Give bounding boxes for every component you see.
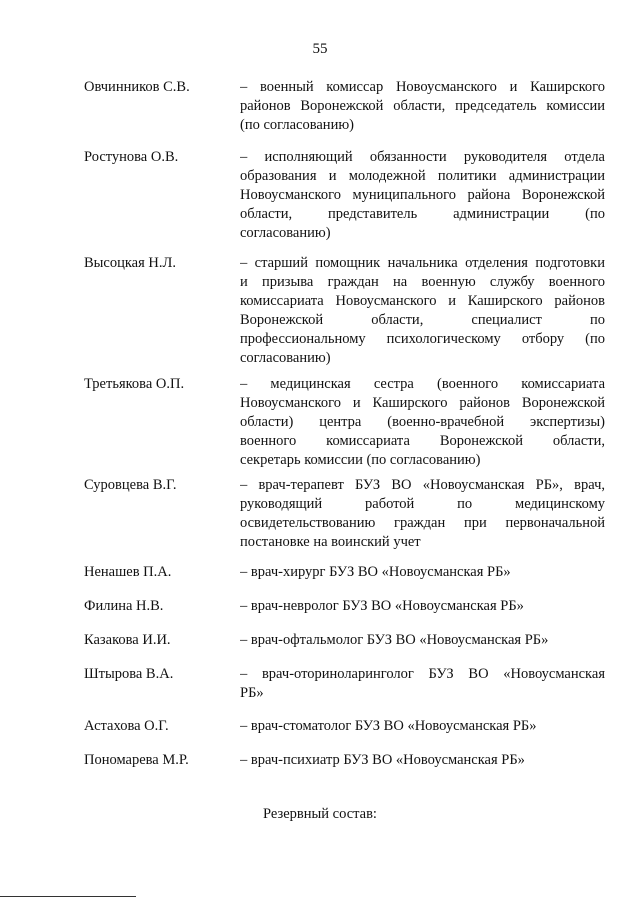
description-line: – военный комиссар Новоусманского и Каширского [240, 79, 605, 95]
member-description [240, 563, 605, 582]
description-line: постановке на воинский учет [240, 534, 421, 550]
member-description [240, 665, 605, 703]
member-description [240, 476, 605, 552]
description-line: (по согласованию) [240, 117, 354, 133]
description-line: области) центра (военно-врачебной экспертизы) [240, 414, 605, 430]
description-line: – врач-терапевт БУЗ ВО «Новоусманская РБ», врач, [240, 477, 605, 493]
member-name: Ростунова О.В. [84, 149, 179, 165]
description-line: руководящий работой по медицинскому [240, 496, 605, 512]
description-line: – старший помощник начальника отделения подготовки [240, 255, 605, 271]
description-line: – врач-оториноларинголог БУЗ ВО «Новоусманская [240, 666, 605, 682]
description-line: комиссариата Новоусманского и Каширского районов [240, 293, 605, 309]
description-line: военного комиссариата Воронежской области, [240, 433, 605, 449]
member-description [240, 751, 605, 770]
description-line: Воронежской области, специалист по [240, 312, 605, 328]
member-name: Казакова И.И. [84, 632, 171, 648]
member-description [240, 717, 605, 736]
description-line: освидетельствованию граждан при первоначальной [240, 515, 605, 531]
member-name: Суровцева В.Г. [84, 477, 177, 493]
description-line: Новоусманского муниципального района Воронежской [240, 187, 605, 203]
footnote-divider [0, 896, 136, 897]
description-line: Новоусманского и Каширского районов Воронежской [240, 395, 605, 411]
member-name: Ненашев П.А. [84, 564, 172, 580]
member-name: Штырова В.А. [84, 666, 174, 682]
description-line: профессиональному психологическому отбору (по [240, 331, 605, 347]
description-line: и призыва граждан на военную службу военного [240, 274, 605, 290]
member-description [240, 78, 605, 135]
description-line: – врач-хирург БУЗ ВО «Новоусманская РБ» [240, 564, 511, 580]
description-line: РБ» [240, 685, 264, 701]
description-line: образования и молодежной политики администрации [240, 168, 605, 184]
page-number: 55 [312, 41, 328, 57]
description-line: согласованию) [240, 350, 331, 366]
description-line: согласованию) [240, 225, 331, 241]
member-name: Пономарева М.Р. [84, 752, 189, 768]
member-name: Третьякова О.П. [84, 376, 185, 392]
member-name: Высоцкая Н.Л. [84, 255, 176, 271]
member-description [240, 631, 605, 650]
member-description [240, 375, 605, 470]
description-line: – врач-психиатр БУЗ ВО «Новоусманская РБ» [240, 752, 525, 768]
member-name: Овчинников С.В. [84, 79, 190, 95]
member-description [240, 597, 605, 616]
member-description [240, 148, 605, 243]
description-line: – исполняющий обязанности руководителя отдела [240, 149, 605, 165]
member-description [240, 254, 605, 368]
description-line: секретарь комиссии (по согласованию) [240, 452, 481, 468]
description-line: – врач-невролог БУЗ ВО «Новоусманская РБ» [240, 598, 524, 614]
description-line: области, представитель администрации (по [240, 206, 605, 222]
description-line: районов Воронежской области, председатель комиссии [240, 98, 605, 114]
description-line: – медицинская сестра (военного комиссариата [240, 376, 605, 392]
description-line: – врач-офтальмолог БУЗ ВО «Новоусманская РБ» [240, 632, 549, 648]
description-line: – врач-стоматолог БУЗ ВО «Новоусманская РБ» [240, 718, 537, 734]
reserve-heading: Резервный состав: [263, 806, 377, 822]
member-name: Филина Н.В. [84, 598, 164, 614]
member-name: Астахова О.Г. [84, 718, 169, 734]
